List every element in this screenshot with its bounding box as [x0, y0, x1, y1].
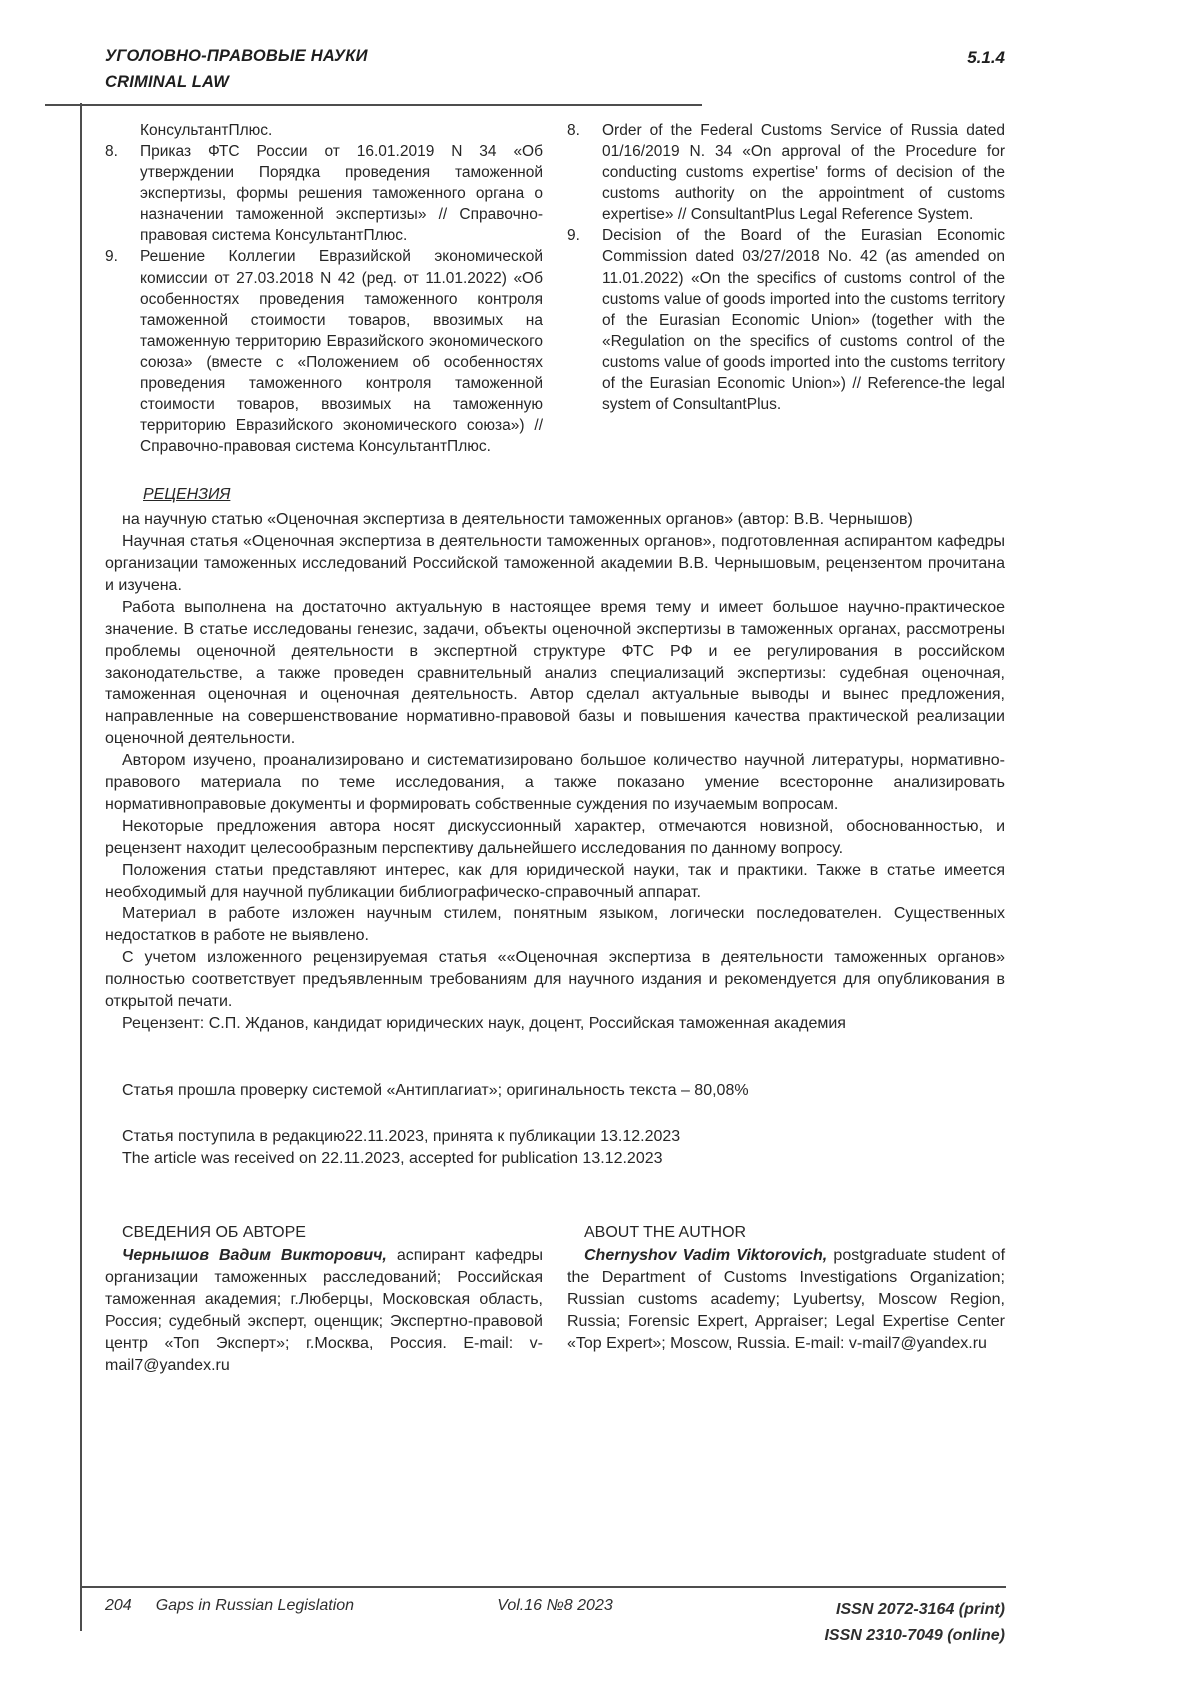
- footer-rule: [80, 1586, 1006, 1588]
- reviewer-line: Рецензент: С.П. Жданов, кандидат юридических наук, доцент, Российская таможенная академия: [122, 1015, 846, 1032]
- review-paragraph-3: Автором изучено, проанализировано и систематизировано большое количество научной литературы, нормативно-правового материала по теме исследования, а также показано умение всесторонне анализировать нормативноправовые документы и формировать собственные суждения по изучаемым вопросам.: [105, 752, 1005, 813]
- footer-left: [105, 1597, 414, 1615]
- reference-item-ru-9: [105, 246, 543, 457]
- running-head-en: CRIMINAL LAW: [105, 72, 229, 91]
- left-margin-rule: [80, 103, 82, 1631]
- review-paragraph-1: Научная статья «Оценочная экспертиза в деятельности таможенных органов», подготовленная аспирантом кафедры организации таможенных исследований Российской таможенной академии В.В. Чернышовым, рецензентом прочитана и изучена.: [105, 533, 1005, 594]
- page-number: 204: [105, 1597, 132, 1614]
- review-title: РЕЦЕНЗИЯ: [143, 486, 231, 504]
- about-author-ru: [105, 1222, 543, 1376]
- author-name-en: Chernyshov Vadim Viktorovich,: [584, 1246, 828, 1264]
- reference-text: Приказ ФТС России от 16.01.2019 N 34 «Об утверждении Порядка проведения таможенной экспертизы, формы решения таможенного органа о назначении таможенной экспертизы» // Справочно-правовая система КонсультантПлюс.: [140, 143, 543, 245]
- author-info-en: [567, 1245, 1005, 1355]
- author-details-ru: аспирант кафедры организации таможенных расследований; Российская таможенная академия; г.Люберцы, Московская область, Россия; судебный эксперт, оценщик; Экспертно-правовой центр «Топ Эксперт»; г.Москва, Россия. E-mail: v-mail7@yandex.ru: [105, 1246, 543, 1374]
- about-author-ru-title: СВЕДЕНИЯ ОБ АВТОРЕ: [122, 1224, 306, 1242]
- review-paragraph-2: Работа выполнена на достаточно актуальную в настоящее время тему и имеет большое научно-практическое значение. В статье исследованы генезис, задачи, объекты оценочной экспертизы в таможенных органах, рассмотрены проблемы оценочной деятельности в экспертной структуре ФТС РФ и ее регулирования в российском законодательстве, а также проведен сравнительный анализ специализаций экспертизы: судебная оценочная, таможенная оценочная и оценочная деятельность. Автор сделал актуальные выводы и вынес предложения, направленные на совершенствование нормативно-правовой базы и повышения качества практической реализации оценочной деятельности.: [105, 598, 1005, 748]
- received-dates: [105, 1126, 1005, 1170]
- issn-online: ISSN 2310-7049 (online): [824, 1627, 1005, 1645]
- plagiarism-note: Статья прошла проверку системой «Антиплагиат»; оригинальность текста – 80,08%: [122, 1081, 749, 1099]
- about-author-section: [105, 1222, 1005, 1376]
- page-footer: [105, 1597, 1005, 1650]
- section-code: 5.1.4: [967, 48, 1005, 67]
- reference-continuation-ru: КонсультантПлюс.: [140, 122, 273, 139]
- received-date-ru: Статья поступила в редакцию22.11.2023, принята к публикации 13.12.2023: [122, 1127, 681, 1145]
- reference-number: 9.: [567, 227, 580, 245]
- page-content: [105, 120, 1005, 1376]
- journal-title: Gaps in Russian Legislation: [155, 1597, 355, 1614]
- reference-item-en-9: [567, 225, 1005, 415]
- review-subtitle: на научную статью «Оценочная экспертиза в деятельности таможенных органов» (автор: В.В. Чернышов): [122, 511, 913, 529]
- page-header: [105, 44, 1005, 95]
- received-date-en: The article was received on 22.11.2023, accepted for publication 13.12.2023: [122, 1149, 663, 1167]
- about-author-en: [567, 1222, 1005, 1376]
- header-rule: [45, 104, 702, 106]
- author-name-ru: Чернышов Вадим Викторович,: [122, 1246, 387, 1264]
- reference-item-ru-8: [105, 141, 543, 246]
- about-author-en-title: ABOUT THE AUTHOR: [584, 1224, 747, 1242]
- references-column-ru: [105, 120, 543, 457]
- running-head: [105, 44, 368, 95]
- volume-issue: Vol.16 №8 2023: [497, 1597, 613, 1614]
- issn-block: [696, 1597, 1005, 1650]
- references-column-en: [567, 120, 1005, 457]
- reference-number: 8.: [105, 143, 118, 161]
- reference-text: Order of the Federal Customs Service of Russia dated 01/16/2019 N. 34 «On approval of the Procedure for conducting customs expertise' forms of decision of the customs authority on the appointment of customs expertise» // ConsultantPlus Legal Reference System.: [602, 122, 1005, 224]
- review-section: [105, 484, 1005, 1035]
- reference-item-en-8: [567, 120, 1005, 225]
- author-info-ru: [105, 1245, 543, 1376]
- review-paragraph-5: Положения статьи представляют интерес, как для юридической науки, так и практики. Также в статье имеется необходимый для научной публикации библиографическо-справочный аппарат.: [105, 861, 1005, 901]
- author-details-en: postgraduate student of the Department of Customs Investigations Organization; Russian customs academy; Lyubertsy, Moscow Region, Russia; Forensic Expert, Appraiser; Legal Expertise Center «Top Expert»; Moscow, Russia. E-mail: v-mail7@yandex.ru: [567, 1246, 1006, 1352]
- review-paragraph-7: С учетом изложенного рецензируемая статья ««Оценочная экспертиза в деятельности таможенных органов» полностью соответствует предъявленным требованиям для научного издания и рекомендуется для опубликования в открытой печати.: [105, 949, 1005, 1011]
- references-section: [105, 120, 1005, 457]
- reference-text: Decision of the Board of the Eurasian Economic Commission dated 03/27/2018 No. 42 (as amended on 11.01.2022) «On the specifics of customs control of the customs value of goods imported into the customs territory of the Eurasian Economic Union» (together with the «Regulation on the specifics of customs control of the customs value of goods imported into the customs territory of the Eurasian Economic Union») // Reference-the legal system of ConsultantPlus.: [602, 227, 1005, 414]
- reference-number: 9.: [105, 248, 118, 266]
- review-paragraph-6: Материал в работе изложен научным стилем, понятным языком, логически последователен. Существенных недостатков в работе не выявлено.: [105, 905, 1005, 945]
- issn-print: ISSN 2072-3164 (print): [836, 1601, 1005, 1618]
- reference-number: 8.: [567, 122, 580, 139]
- reference-text: Решение Коллегии Евразийской экономической комиссии от 27.03.2018 N 42 (ред. от 11.01.2022) «Об особенностях проведения таможенного контроля таможенной стоимости товаров, ввозимых на таможенную территорию Евразийского экономического союза» (вместе с «Положением об особенностях проведения таможенного контроля таможенной стоимости товаров, ввозимых на таможенную территорию Евразийского экономического союза») // Справочно-правовая система КонсультантПлюс.: [140, 248, 543, 456]
- review-paragraph-4: Некоторые предложения автора носят дискуссионный характер, отмечаются новизной, обоснованностью, и рецензент находит целесообразным перспективу дальнейшего исследования по данному вопросу.: [105, 817, 1005, 857]
- running-head-ru: УГОЛОВНО-ПРАВОВЫЕ НАУКИ: [105, 47, 368, 65]
